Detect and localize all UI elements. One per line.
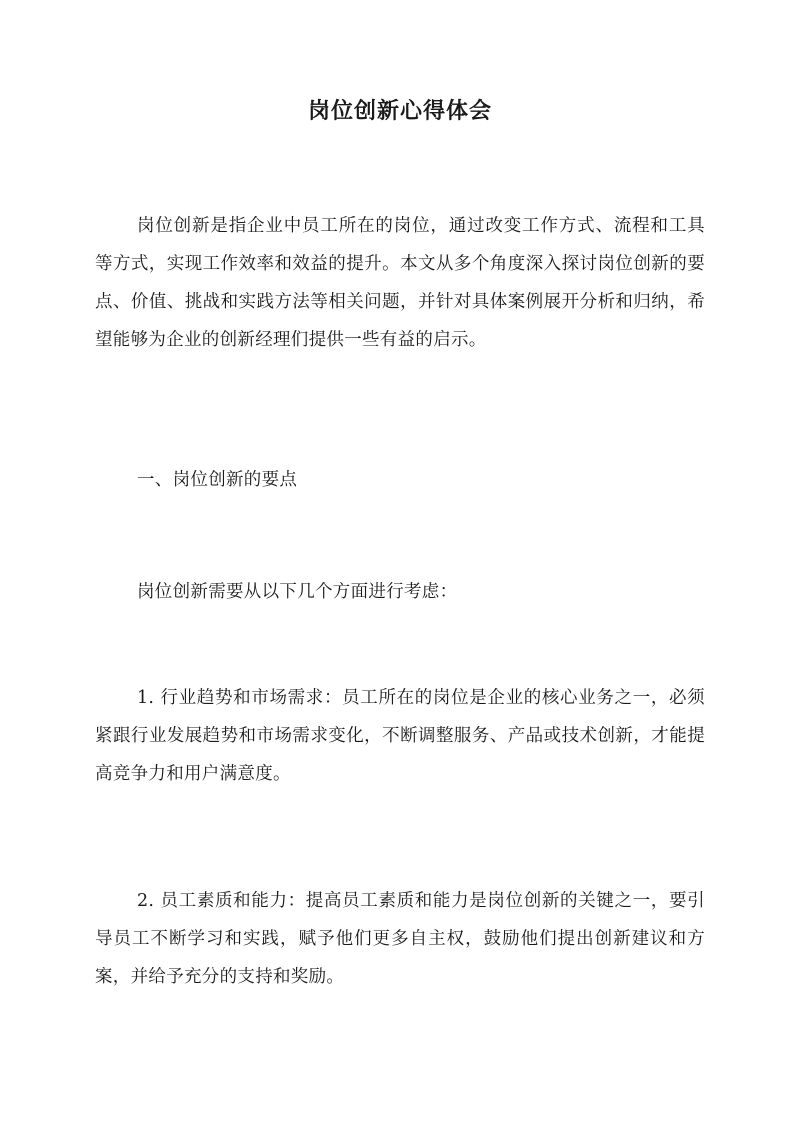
section-heading: 一、岗位创新的要点 xyxy=(137,470,298,490)
section-lead-paragraph: 岗位创新需要从以下几个方面进行考虑： xyxy=(137,582,458,602)
document-title: 岗位创新心得体会 xyxy=(307,98,492,124)
intro-paragraph: 岗位创新是指企业中员工所在的岗位，通过改变工作方式、流程和工具等方式，实现工作效率和效益的提升。本文从多个角度深入探讨岗位创新的要点、价值、挑战和实践方法等相关问题，并针对具体案例展开分析和归纳，希望能够为企业的创新经理们提供一些有益的启示。 xyxy=(95,216,705,350)
list-item-paragraph: 2. 员工素质和能力：提高员工素质和能力是岗位创新的关键之一，要引导员工不断学习和实践，赋予他们更多自主权，鼓励他们提出创新建议和方案，并给予充分的支持和奖励。 xyxy=(95,891,705,987)
list-item-paragraph: 1. 行业趋势和市场需求：员工所在的岗位是企业的核心业务之一，必须紧跟行业发展趋势和市场需求变化，不断调整服务、产品或技术创新，才能提高竞争力和用户满意度。 xyxy=(95,688,705,784)
